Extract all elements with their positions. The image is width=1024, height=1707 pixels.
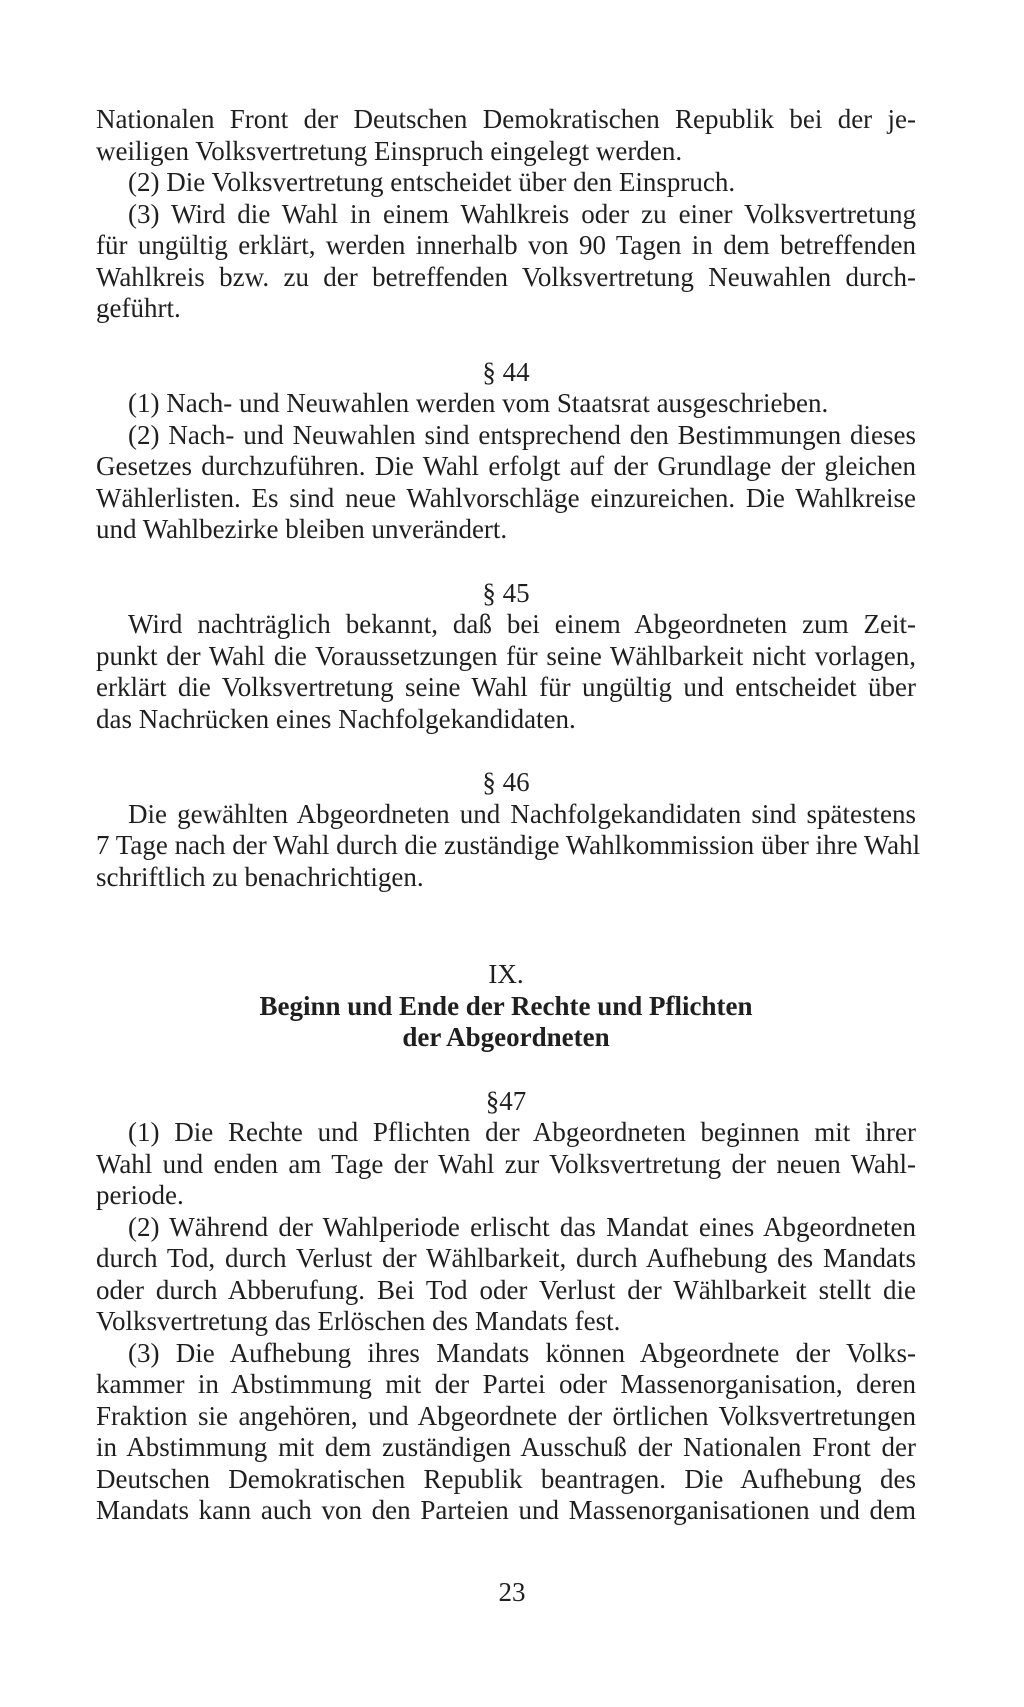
- paragraph: [96, 104, 916, 167]
- text-line: Wählerlisten. Es sind neue Wahlvorschläge einzureichen. Die Wahlkreise: [96, 482, 916, 513]
- paragraph: [96, 199, 916, 325]
- text-line: Deutschen Demokratischen Republik beantragen. Die Aufhebung des: [96, 1463, 916, 1494]
- text-line: (2) Während der Wahlperiode erlischt das Mandat eines Abgeordneten: [128, 1211, 916, 1242]
- page-number: 23: [498, 1577, 526, 1607]
- text-line: periode.: [96, 1180, 184, 1210]
- paragraph: [96, 167, 916, 199]
- text-line: für ungültig erklärt, werden innerhalb von 90 Tagen in dem betreffenden: [96, 230, 916, 260]
- text-line: Die gewählten Abgeordneten und Nachfolgekandidaten sind spätestens: [128, 798, 916, 829]
- paragraph-heading: § 46: [482, 767, 530, 797]
- text-line: das Nachrücken eines Nachfolgekandidaten.: [96, 703, 576, 734]
- text-line: (2) Die Volksvertretung entscheidet über den Einspruch.: [128, 167, 736, 197]
- text-line: punkt der Wahl die Voraussetzungen für seine Wählbarkeit nicht vorlagen,: [96, 640, 916, 671]
- text-line: (1) Nach- und Neuwahlen werden vom Staatsrat ausgeschrieben.: [128, 388, 829, 418]
- text-line: Wird nachträglich bekannt, daß bei einem Abgeordneten zum Zeit-: [128, 609, 916, 639]
- text-line: 7 Tage nach der Wahl durch die zuständige Wahlkommission über ihre Wahl: [96, 830, 921, 860]
- document-page: [96, 104, 921, 1527]
- paragraph-heading: § 44: [482, 356, 530, 387]
- text-line: Wahlkreis bzw. zu der betreffenden Volksvertretung Neuwahlen durch-: [96, 261, 916, 292]
- text-line: in Abstimmung mit dem zuständigen Ausschuß der Nationalen Front der: [96, 1432, 916, 1462]
- text-line: erklärt die Volksvertretung seine Wahl für ungültig und entscheidet über: [96, 672, 916, 702]
- paragraph-heading: §47: [485, 1085, 527, 1116]
- paragraph: [96, 1338, 916, 1527]
- text-line: (1) Die Rechte und Pflichten der Abgeordneten beginnen mit ihrer: [128, 1117, 916, 1147]
- text-line: und Wahlbezirke bleiben unverändert.: [96, 514, 508, 544]
- paragraph: [96, 609, 916, 735]
- text-line: Wahl und enden am Tage der Wahl zur Volksvertretung der neuen Wahl-: [96, 1148, 916, 1179]
- section-title: Beginn und Ende der Rechte und Pflichten: [259, 990, 753, 1021]
- paragraph: [96, 388, 916, 420]
- text-line: Volksvertretung das Erlöschen des Mandats fest.: [96, 1306, 621, 1336]
- text-line: oder durch Abberufung. Bei Tod oder Verlust der Wählbarkeit stellt die: [96, 1274, 916, 1305]
- text-line: Mandats kann auch von den Parteien und Massenorganisationen und dem: [96, 1495, 916, 1525]
- paragraph: [96, 1117, 916, 1212]
- paragraph: [96, 798, 921, 894]
- text-line: geführt.: [96, 293, 181, 323]
- text-line: (3) Die Aufhebung ihres Mandats können Abgeordnete der Volks-: [128, 1337, 916, 1368]
- paragraph: [96, 1212, 916, 1338]
- text-line: schriftlich zu benachrichtigen.: [96, 861, 424, 892]
- text-line: weiligen Volksvertretung Einspruch eingelegt werden.: [96, 135, 683, 166]
- paragraph: [96, 420, 916, 546]
- text-line: (2) Nach- und Neuwahlen sind entsprechend den Bestimmungen dieses: [128, 419, 916, 450]
- text-line: Nationalen Front der Deutschen Demokratischen Republik bei der je-: [96, 104, 916, 134]
- text-line: (3) Wird die Wahl in einem Wahlkreis oder zu einer Volksvertretung: [128, 198, 916, 229]
- paragraph-heading: § 45: [482, 577, 530, 608]
- section-number: IX.: [488, 959, 524, 989]
- text-line: Gesetzes durchzuführen. Die Wahl erfolgt auf der Grundlage der gleichen: [96, 451, 916, 481]
- text-line: Fraktion sie angehören, und Abgeordnete der örtlichen Volksvertretungen: [96, 1400, 916, 1431]
- text-line: kammer in Abstimmung mit der Partei oder Massenorganisation, deren: [96, 1369, 916, 1399]
- section-title: der Abgeordneten: [402, 1022, 610, 1052]
- text-line: durch Tod, durch Verlust der Wählbarkeit, durch Aufhebung des Mandats: [96, 1243, 916, 1273]
